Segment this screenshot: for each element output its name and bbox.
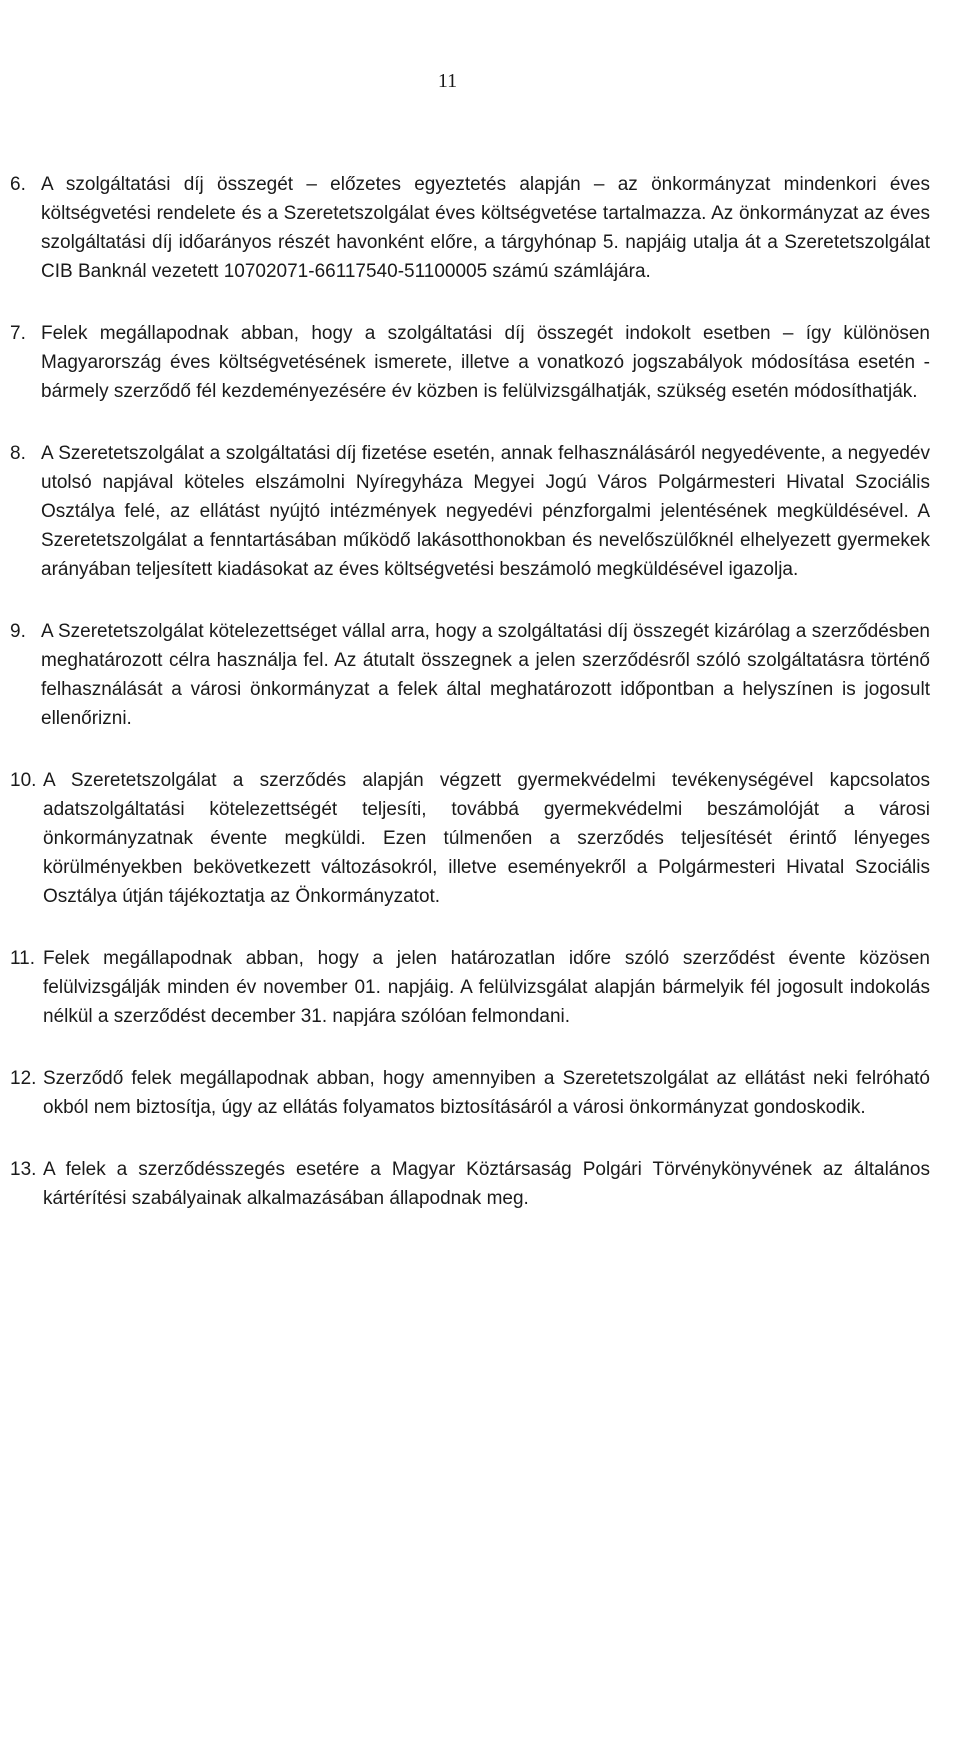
clause-text: A Szeretetszolgálat kötelezettséget vállal arra, hogy a szolgáltatási díj összegét kizárólag a szerződésben meghatározott célra használja fel. Az átutalt összegnek a jelen szerződésről szóló szolgáltatásra történő felhasználását a városi önkormányzat a felek által meghatározott időpontban a helyszínen is jogosult ellenőrizni. — [41, 621, 930, 729]
clause-text: A szolgáltatási díj összegét – előzetes egyeztetés alapján – az önkormányzat mindenkori éves költségvetési rendelete és a Szeretetszolgálat éves költségvetése tartalmazza. Az önkormányzat az éves szolgáltatási díj időarányos részét havonként előre, a tárgyhónap 5. napjáig utalja át a Szeretetszolgálat CIB Banknál vezetett 10702071-66117540-51100005 számú számlájára. — [41, 174, 930, 282]
clause-7 — [10, 319, 930, 406]
clause-11 — [10, 944, 930, 1031]
clause-number: 8. — [10, 443, 26, 464]
clause-6 — [10, 170, 930, 286]
clause-text: A Szeretetszolgálat a szolgáltatási díj fizetése esetén, annak felhasználásáról negyedévente, a negyedév utolsó napjával köteles elszámolni Nyíregyháza Megyei Jogú Város Polgármesteri Hivatal Szociális Osztálya felé, az ellátást nyújtó intézmények negyedévi pénzforgalmi jelentésének megküldésével. A Szeretetszolgálat a fenntartásában működő lakásotthonokban és nevelőszülőknél elhelyezett gyermekek arányában teljesített kiadásokat az éves költségvetési beszámoló megküldésével igazolja. — [41, 443, 930, 580]
clause-number: 11. — [10, 948, 36, 969]
clause-number: 10. — [10, 770, 37, 791]
clause-13 — [10, 1155, 930, 1213]
clause-text: Szerződő felek megállapodnak abban, hogy amennyiben a Szeretetszolgálat az ellátást neki felróható okból nem biztosítja, úgy az ellátás folyamatos biztosításáról a városi önkormányzat gondoskodik. — [43, 1068, 930, 1118]
clause-text: A Szeretetszolgálat a szerződés alapján végzett gyermekvédelmi tevékenységével kapcsolatos adatszolgáltatási kötelezettségét teljesíti, továbbá gyermekvédelmi beszámolóját a városi önkormányzatnak évente megküldi. Ezen túlmenően a szerződés teljesítését érintő lényeges körülményekben bekövetkezett változásokról, illetve eseményekről a Polgármesteri Hivatal Szociális Osztálya útján tájékoztatja az Önkormányzatot. — [43, 770, 930, 907]
clause-number: 6. — [10, 174, 26, 195]
clause-number: 12. — [10, 1068, 37, 1089]
page-number: 11 — [437, 70, 458, 92]
clause-number: 9. — [10, 621, 26, 642]
clause-text: A felek a szerződésszegés esetére a Magyar Köztársaság Polgári Törvénykönyvének az általános kártérítési szabályainak alkalmazásában állapodnak meg. — [43, 1159, 930, 1209]
clause-number: 7. — [10, 323, 26, 344]
clause-10 — [10, 766, 930, 911]
clause-list — [10, 170, 930, 1246]
clause-number: 13. — [10, 1159, 37, 1180]
clause-text: Felek megállapodnak abban, hogy a szolgáltatási díj összegét indokolt esetben – így különösen Magyarország éves költségvetésének ismerete, illetve a vonatkozó jogszabályok módosítása esetén - bármely szerződő fél kezdeményezésére év közben is felülvizsgálhatják, szükség esetén módosíthatják. — [41, 323, 930, 402]
clause-text: Felek megállapodnak abban, hogy a jelen határozatlan időre szóló szerződést évente közösen felülvizsgálják minden év november 01. napjáig. A felülvizsgálat alapján bármelyik fél jogosult indokolás nélkül a szerződést december 31. napjára szólóan felmondani. — [43, 948, 930, 1027]
clause-8 — [10, 439, 930, 584]
clause-12 — [10, 1064, 930, 1122]
clause-9 — [10, 617, 930, 733]
